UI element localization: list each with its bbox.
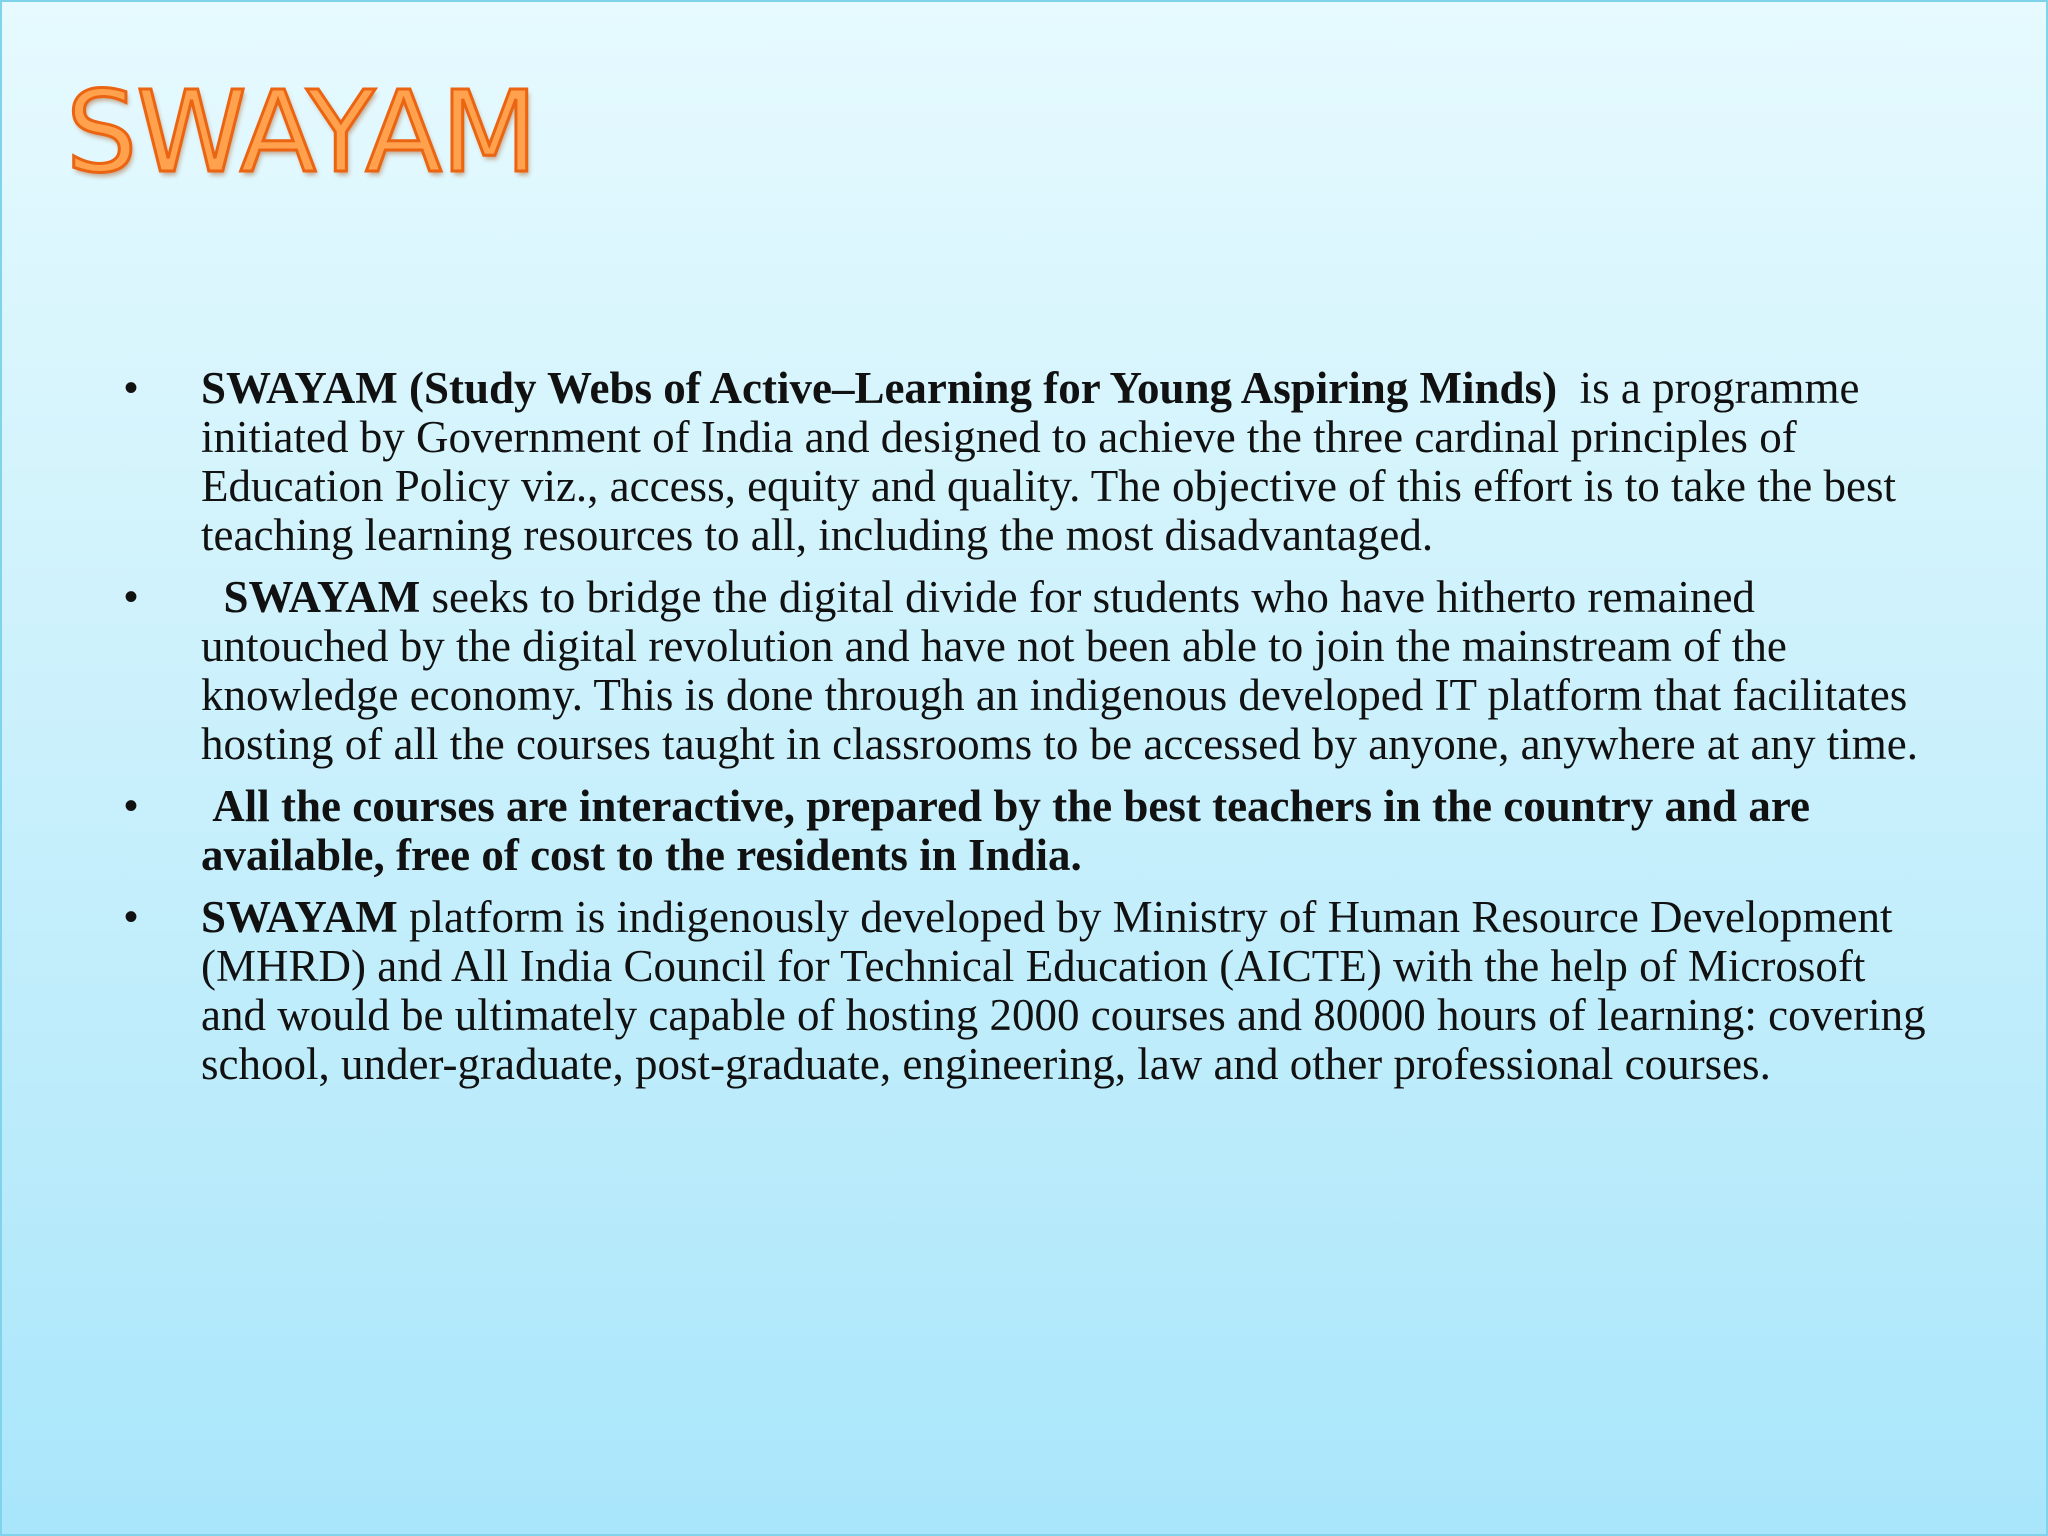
bullet-item-platform-development [120,893,1940,1089]
bullet-bold-text: All the courses are interactive, prepared by the best teachers in the country and are available, free of cost to the residents in India. [201,781,1822,880]
bullet-body-text: is a programme initiated by Government of India and designed to achieve the three cardinal principles of Education Policy viz., access, equity and quality. The objective of this effort is to take the best teaching learning resources to all, including the most disadvantaged. [201,363,1908,560]
bullet-bold-text: SWAYAM [201,892,398,942]
bullet-item-interactive-courses [120,782,1940,880]
slide-title: SWAYAM [66,68,537,198]
bullet-bold-text: SWAYAM (Study Webs of Active–Learning for Young Aspiring Minds) [201,363,1558,413]
bullet-body-text: seeks to bridge the digital divide for students who have hitherto remained untouched by the digital revolution and have not been able to join the mainstream of the knowledge economy. This is done through an indigenous developed IT platform that facilitates hosting of all the courses taught in classrooms to be accessed by anyone, anywhere at any time. [201,572,1919,769]
bullet-list [120,364,1940,1102]
bullet-marker: • [124,895,139,939]
bullet-bold-text: SWAYAM [201,572,421,622]
bullet-marker: • [124,784,139,828]
bullet-marker: • [124,575,139,619]
bullet-body-text: platform is indigenously developed by Ministry of Human Resource Development (MHRD) and All India Council for Technical Education (AICTE) with the help of Microsoft and would be ultimately capable of hosting 2000 courses and 80000 hours of learning: covering school, under-graduate, post-graduate, engineering, law and other professional courses. [201,892,1926,1089]
bullet-marker: • [124,366,139,410]
bullet-item-digital-divide [120,573,1940,769]
bullet-item-swayam-definition [120,364,1940,560]
